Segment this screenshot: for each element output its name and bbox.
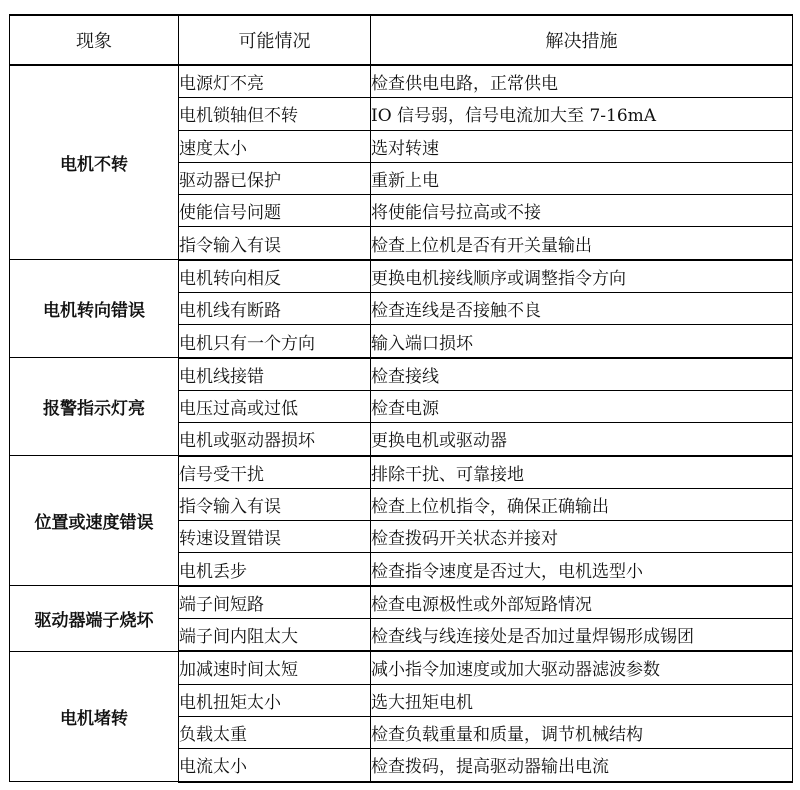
possible-cause-cell: 电机丢步 (179, 553, 371, 586)
possible-cause-cell: 电机或驱动器损坏 (179, 423, 371, 456)
solution-cell: 检查上位机指令，确保正确输出 (371, 488, 793, 520)
symptom-cell: 电机不转 (10, 65, 179, 260)
possible-cause-cell: 端子间短路 (179, 586, 371, 619)
table-row (10, 358, 793, 391)
possible-cause-cell: 电机扭矩太小 (179, 684, 371, 716)
table-body (10, 65, 793, 782)
header-symptom: 现象 (10, 15, 179, 65)
possible-cause-cell: 转速设置错误 (179, 521, 371, 553)
solution-cell: 检查负载重量和质量，调节机械结构 (371, 716, 793, 748)
table-header (10, 15, 793, 65)
possible-cause-cell: 驱动器已保护 (179, 162, 371, 194)
solution-cell: 减小指令加速度或加大驱动器滤波参数 (371, 651, 793, 684)
solution-cell: 检查电源 (371, 390, 793, 422)
table-row (10, 586, 793, 619)
possible-cause-cell: 加减速时间太短 (179, 651, 371, 684)
possible-cause-cell: 电机线有断路 (179, 293, 371, 325)
troubleshooting-table (9, 14, 793, 783)
solution-cell: 排除干扰、可靠接地 (371, 456, 793, 489)
table-row (10, 260, 793, 293)
possible-cause-cell: 信号受干扰 (179, 456, 371, 489)
symptom-cell: 驱动器端子烧坏 (10, 586, 179, 652)
possible-cause-cell: 电压过高或过低 (179, 390, 371, 422)
solution-cell: 检查上位机是否有开关量输出 (371, 227, 793, 260)
possible-cause-cell: 电机只有一个方向 (179, 325, 371, 358)
possible-cause-cell: 使能信号问题 (179, 195, 371, 227)
solution-cell: 选对转速 (371, 130, 793, 162)
table-row (10, 651, 793, 684)
possible-cause-cell: 端子间内阻太大 (179, 619, 371, 652)
symptom-cell: 电机转向错误 (10, 260, 179, 358)
solution-cell: 检查连线是否接触不良 (371, 293, 793, 325)
solution-cell: 更换电机或驱动器 (371, 423, 793, 456)
solution-cell: 检查接线 (371, 358, 793, 391)
possible-cause-cell: 电流太小 (179, 749, 371, 782)
symptom-cell: 报警指示灯亮 (10, 358, 179, 456)
possible-cause-cell: 电源灯不亮 (179, 65, 371, 98)
solution-cell: 输入端口损坏 (371, 325, 793, 358)
solution-cell: 选大扭矩电机 (371, 684, 793, 716)
table-row (10, 456, 793, 489)
solution-cell: 将使能信号拉高或不接 (371, 195, 793, 227)
troubleshooting-table-container (9, 14, 793, 783)
possible-cause-cell: 电机锁轴但不转 (179, 98, 371, 130)
header-possible-cause: 可能情况 (179, 15, 371, 65)
solution-cell: 检查拨码，提高驱动器输出电流 (371, 749, 793, 782)
solution-cell: 检查指令速度是否过大，电机选型小 (371, 553, 793, 586)
solution-cell: 检查电源极性或外部短路情况 (371, 586, 793, 619)
possible-cause-cell: 指令输入有误 (179, 227, 371, 260)
header-row (10, 15, 793, 65)
header-solution: 解决措施 (371, 15, 793, 65)
possible-cause-cell: 指令输入有误 (179, 488, 371, 520)
solution-cell: 检查拨码开关状态并接对 (371, 521, 793, 553)
solution-cell: 更换电机接线顺序或调整指令方向 (371, 260, 793, 293)
solution-cell: 检查线与线连接处是否加过量焊锡形成锡团 (371, 619, 793, 652)
possible-cause-cell: 速度太小 (179, 130, 371, 162)
possible-cause-cell: 电机线接错 (179, 358, 371, 391)
symptom-cell: 电机堵转 (10, 651, 179, 781)
solution-cell: 检查供电电路，正常供电 (371, 65, 793, 98)
possible-cause-cell: 负载太重 (179, 716, 371, 748)
solution-cell: IO 信号弱，信号电流加大至 7-16mA (371, 98, 793, 130)
table-row (10, 65, 793, 98)
symptom-cell: 位置或速度错误 (10, 456, 179, 586)
solution-cell: 重新上电 (371, 162, 793, 194)
possible-cause-cell: 电机转向相反 (179, 260, 371, 293)
